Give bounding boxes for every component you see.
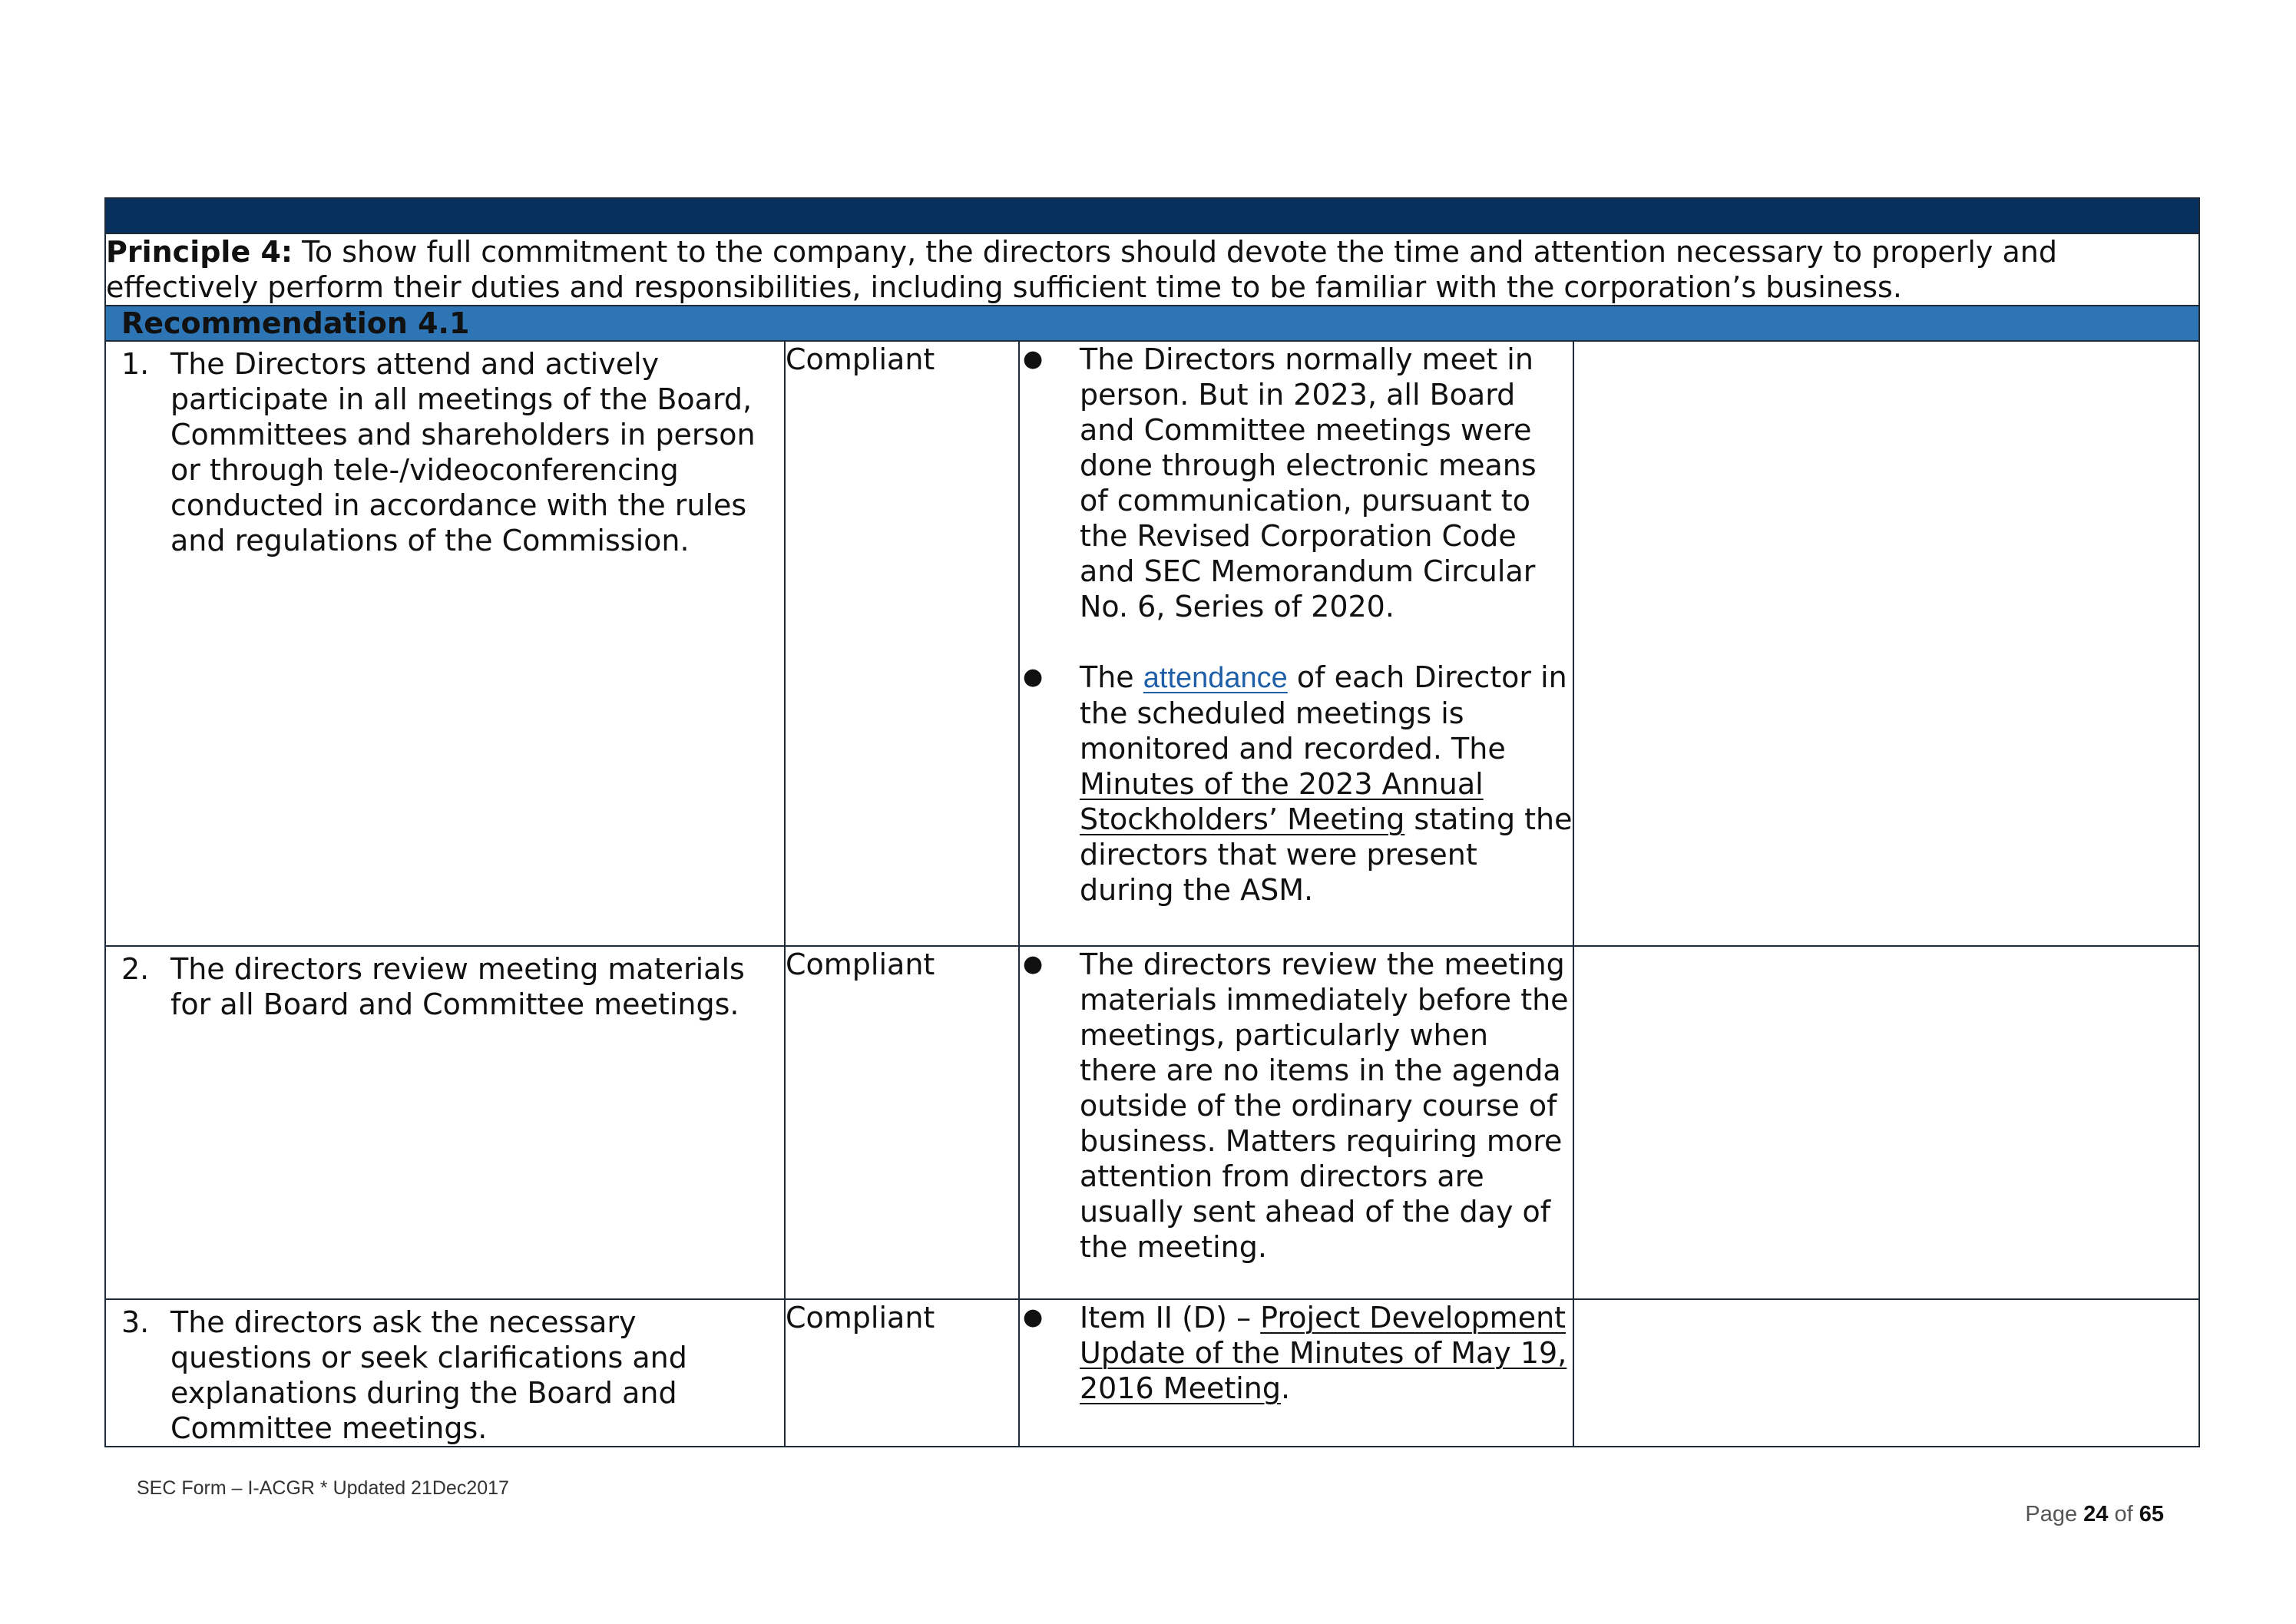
recommendation-title: Recommendation 4.1 [105, 306, 2199, 341]
list-item [1020, 342, 1573, 624]
principle-text: To show full commitment to the company, the directors should devote the time and attention necessary to properly and effectively perform their duties and responsibilities, including sufficient time to be familiar with the corporation’s business. [106, 235, 2057, 304]
compliance-status: Compliant [785, 946, 1019, 1299]
item-cell [105, 341, 785, 946]
empty-cell [1573, 1299, 2199, 1447]
page-label: Page [2025, 1502, 2084, 1526]
principle-table [104, 197, 2200, 1447]
header-band [105, 198, 2199, 233]
compliance-status: Compliant [785, 1299, 1019, 1447]
item-number: 1. [121, 347, 150, 381]
page-current: 24 [2083, 1502, 2109, 1526]
project-development-link[interactable]: Project Development Update of the Minutes of May 19, 2016 Meeting [1080, 1301, 1567, 1405]
form-footer: SEC Form – I-ACGR * Updated 21Dec2017 [137, 1477, 509, 1499]
table-row [105, 946, 2199, 1299]
item-number: 3. [121, 1305, 150, 1339]
explanation-cell [1019, 341, 1573, 946]
principle-cell [105, 233, 2199, 306]
list-item [1020, 1300, 1573, 1406]
item-cell [105, 946, 785, 1299]
explanation-text: The [1080, 660, 1143, 694]
item-number: 2. [121, 952, 150, 986]
attendance-link[interactable]: attendance [1143, 662, 1288, 694]
bullet-icon: ● [1023, 346, 1044, 372]
item-cell [105, 1299, 785, 1447]
explanation-cell [1019, 1299, 1573, 1447]
bullet-icon: ● [1023, 663, 1044, 690]
table-row [105, 1299, 2199, 1447]
empty-cell [1573, 341, 2199, 946]
page-of: of [2108, 1502, 2139, 1526]
explanation-text: stating the directors that were present during the ASM. [1080, 802, 1573, 907]
bullet-icon: ● [1023, 1304, 1044, 1331]
explanation-text: Item II (D) – [1080, 1301, 1261, 1335]
item-text: The directors ask the necessary questions or seek clarifications and explanations during the Board and Committee meetings. [170, 1305, 687, 1445]
explanation-text: of each Director in the scheduled meetings is monitored and recorded. The [1080, 660, 1567, 766]
page-number [2025, 1502, 2164, 1527]
recommendation-row [105, 306, 2199, 341]
item-text: The directors review meeting materials for all Board and Committee meetings. [170, 952, 745, 1021]
explanation-text: The directors review the meeting materials immediately before the meetings, particularly when there are no items in the agenda outside of the ordinary course of business. Matters requiring more attention from directors are usually sent ahead of the day of the meeting. [1080, 948, 1569, 1264]
explanation-cell [1019, 946, 1573, 1299]
table-row [105, 341, 2199, 946]
list-item [1020, 947, 1573, 1265]
bullet-icon: ● [1023, 951, 1044, 977]
explanation-text: . [1281, 1371, 1291, 1405]
principle-label: Principle 4: [106, 235, 293, 269]
page-total: 65 [2139, 1502, 2164, 1526]
explanation-text: The Directors normally meet in person. But in 2023, all Board and Committee meetings were done through electronic means of communication, pursuant to the Revised Corporation Code and SEC Memorandum Circular No. 6, Series of 2020. [1080, 342, 1537, 623]
list-item [1020, 660, 1573, 908]
compliance-status: Compliant [785, 341, 1019, 946]
asm-minutes-link[interactable]: Minutes of the 2023 Annual Stockholders’ Meeting [1080, 767, 1484, 836]
empty-cell [1573, 946, 2199, 1299]
item-text: The Directors attend and actively participate in all meetings of the Board, Committees and shareholders in person or through tele-/videoconferencing conducted in accordance with the rules and regulations of the Commission. [170, 347, 756, 557]
principle-row [105, 233, 2199, 306]
